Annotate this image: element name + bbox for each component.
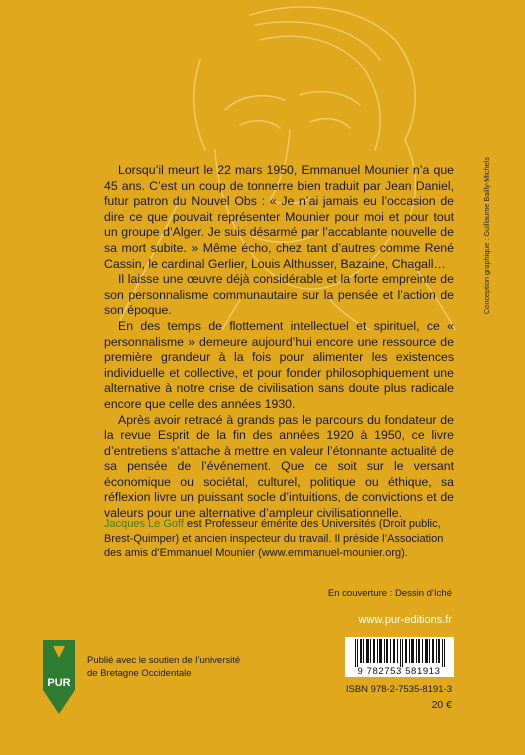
design-credit: Conception graphique : Guillaume Bailly-Michels xyxy=(482,157,491,314)
isbn: ISBN 978-2-7535-8191-3 xyxy=(345,684,452,695)
barcode xyxy=(345,637,454,677)
sponsor-note xyxy=(87,655,240,680)
sponsor-line-1: Publié avec le soutien de l’université xyxy=(87,655,241,666)
summary-paragraph: En des temps de flottement intellectuel et spirituel, ce « personnalisme » demeure aujourd’hui encore une ressource de première grandeur à la fois pour alimenter les existences individuelle et collective, et pour fonder philosophiquement une alternative à notre crise de civilisation sans doute plus radicale encore que celle des années 1930. xyxy=(104,318,454,411)
cover-credit: En couverture : Dessin d’Iché xyxy=(327,588,452,599)
author-bio-text: est Professeur émérite des Universités (Droit public, Brest-Quimper) et ancien inspecteur du travail. Il préside l’Association des amis d’Emmanuel Mounier (www.emmanuel-mounier.org). xyxy=(104,518,444,559)
summary-paragraph: Après avoir retracé à grands pas le parcours du fondateur de la revue Esprit de la fin des années 1920 à 1950, ce livre d’entretiens s’attache à mettre en valeur l’étonnante actualité de sa pensée de l’événement. Que ce soit sur le versant économique ou sociétal, culturel, politique ou éthique, sa réflexion livre un puissant socle d’intuitions, de convictions et de valeurs pour une alternative d’ampleur civilisationnelle. xyxy=(104,412,454,521)
price: 20 € xyxy=(431,699,452,711)
publisher-website: www.pur-editions.fr xyxy=(358,614,452,626)
publisher-logo-text: PUR xyxy=(47,677,71,689)
author-name: Jacques Le Goff xyxy=(104,518,184,530)
back-cover-summary xyxy=(104,163,454,522)
barcode-digits: 9 782753 581913 xyxy=(357,666,441,677)
sponsor-line-2: de Bretagne Occidentale xyxy=(87,667,192,679)
publisher-logo xyxy=(39,640,79,714)
barcode-bars xyxy=(353,639,449,667)
summary-paragraph: Lorsqu’il meurt le 22 mars 1950, Emmanuel Mounier n’a que 45 ans. C’est un coup de tonnerre bien traduit par Jean Daniel, futur patron du Nouvel Obs : « Je n’ai jamais eu l’occasion de dire ce que pouvait représenter Mounier pour moi et pour tout un groupe d’Alger. Je suis désarmé par l’accablante nouvelle de sa mort subite. » Même écho, chez tant d’autres comme René Cassin, le cardinal Gerlier, Louis Althusser, Bazaine, Chagall… xyxy=(104,163,454,271)
author-bio xyxy=(104,517,454,561)
summary-paragraph: Il laisse une œuvre déjà considérable et la forte empreinte de son personnalisme communautaire sur la pensée et l’action de son époque. xyxy=(104,272,454,318)
